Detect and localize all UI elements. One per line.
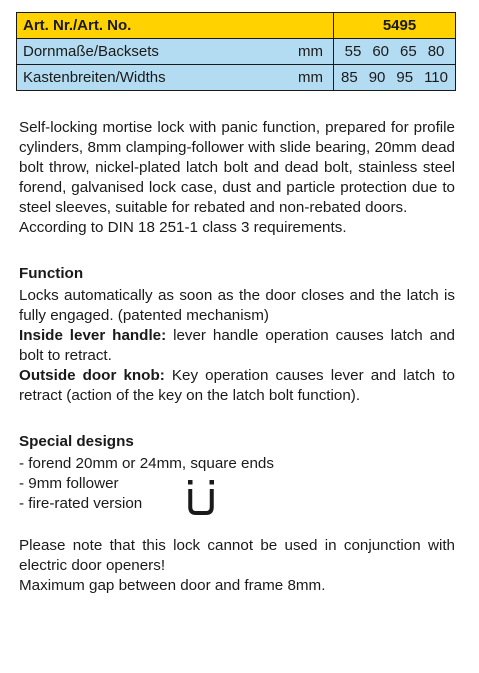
document-body bbox=[19, 118, 455, 596]
special-designs-heading: Special designs bbox=[19, 433, 134, 450]
u-follower-icon bbox=[185, 480, 217, 516]
spec-table bbox=[16, 12, 456, 91]
table-row-widths bbox=[17, 65, 456, 91]
outside-knob-paragraph bbox=[19, 366, 455, 406]
backsets-label: Dornmaße/Backsets bbox=[23, 43, 159, 60]
widths-values bbox=[334, 65, 455, 90]
description-paragraph: Self-locking mortise lock with panic function, prepared for profile cylinders, 8mm clamping-follower with slide bearing, 20mm dead bolt throw, nickel-plated latch bolt and dead bolt, stainless steel forend, galvanised lock case, dust and particle protection due to steel sleeves, suitable for rebated and non-rebated doors. bbox=[19, 119, 455, 216]
list-item: - fire-rated version bbox=[19, 495, 143, 512]
backset-value: 60 bbox=[372, 43, 389, 60]
article-number-label: Art. Nr./Art. No. bbox=[17, 13, 334, 39]
width-value: 85 bbox=[341, 69, 358, 86]
outside-knob-text: Key operation causes lever and latch to retract (action of the key on the latch bolt function). bbox=[19, 367, 455, 404]
article-number-value: 5495 bbox=[334, 13, 456, 39]
outside-knob-label: Outside door knob: bbox=[19, 367, 165, 384]
function-heading: Function bbox=[19, 265, 84, 282]
backsets-values bbox=[334, 39, 455, 64]
standard-line: According to DIN 18 251-1 class 3 requirements. bbox=[19, 219, 347, 236]
width-value: 90 bbox=[368, 69, 386, 86]
width-value: 95 bbox=[396, 69, 414, 86]
backsets-unit: mm bbox=[298, 43, 323, 60]
width-value: 110 bbox=[424, 69, 448, 86]
special-designs-list bbox=[19, 454, 455, 514]
list-item: - forend 20mm or 24mm, square ends bbox=[19, 455, 274, 472]
widths-unit: mm bbox=[298, 69, 323, 86]
inside-lever-paragraph bbox=[19, 326, 455, 366]
inside-lever-text: lever handle operation causes latch and bolt to retract. bbox=[19, 327, 455, 364]
function-intro: Locks automatically as soon as the door closes and the latch is fully engaged. (patented mechanism) bbox=[19, 287, 455, 324]
note-line-1: Please note that this lock cannot be used in conjunction with electric door openers! bbox=[19, 537, 455, 574]
backset-value: 65 bbox=[400, 43, 417, 60]
backset-value: 55 bbox=[344, 43, 362, 60]
list-item: - 9mm follower bbox=[19, 475, 119, 492]
widths-label: Kastenbreiten/Widths bbox=[23, 69, 166, 86]
table-header-row bbox=[17, 13, 456, 39]
backset-value: 80 bbox=[427, 43, 445, 60]
note-line-2: Maximum gap between door and frame 8mm. bbox=[19, 577, 326, 594]
table-row-backsets bbox=[17, 39, 456, 65]
inside-lever-label: Inside lever handle: bbox=[19, 327, 167, 344]
